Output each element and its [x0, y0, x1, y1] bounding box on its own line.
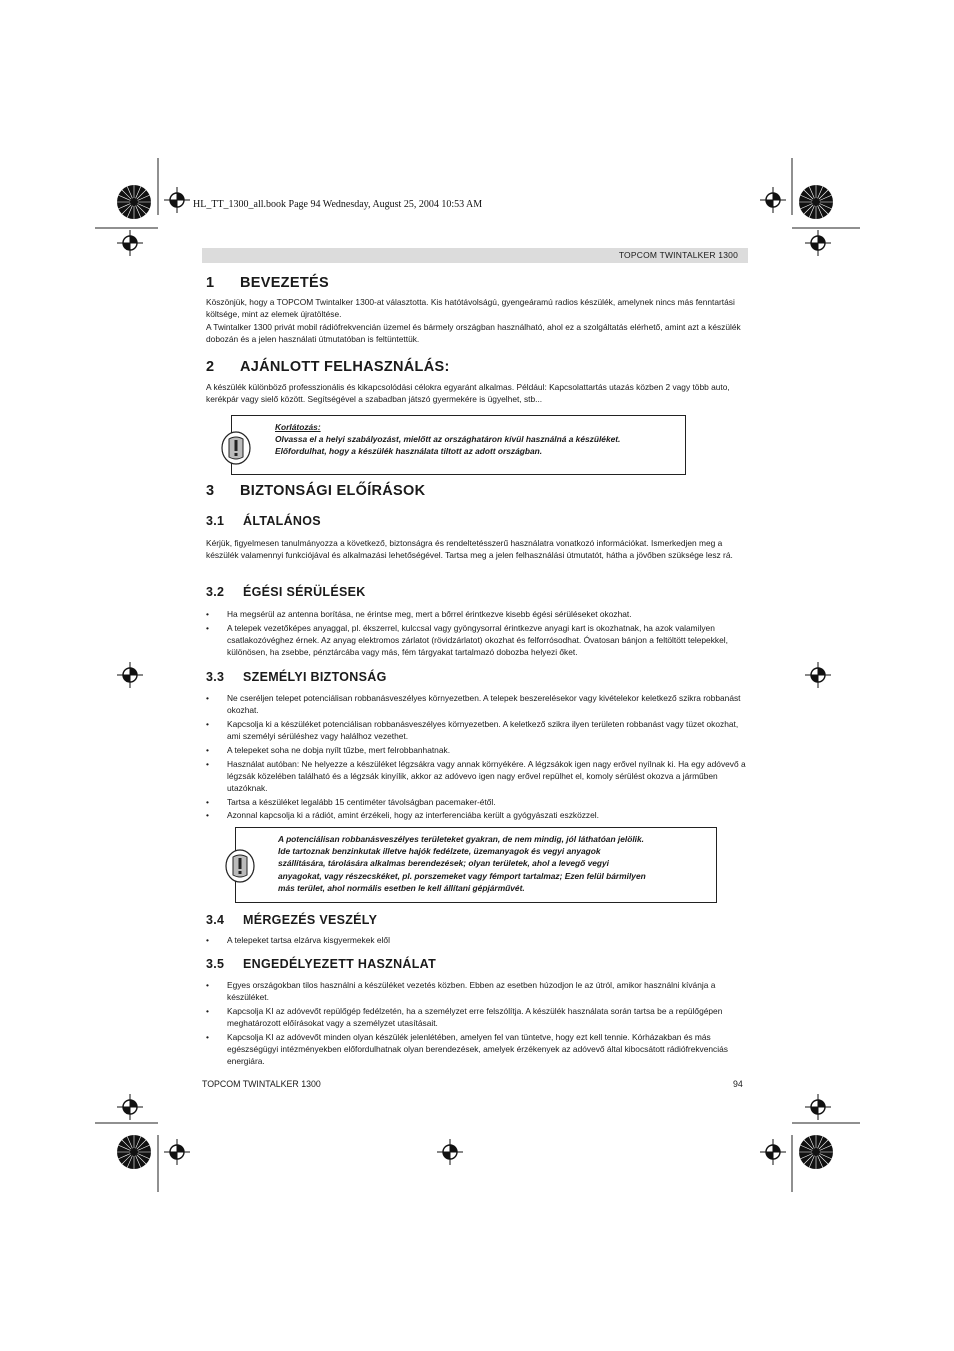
bullet-list — [206, 979, 750, 1069]
section-number: 3 — [206, 483, 215, 499]
note-line: Olvassa el a helyi szabályozást, mielőtt az országhatáron kívül használná a készüléket. — [275, 434, 621, 445]
restriction-note — [231, 415, 686, 475]
explosion-warning-note — [235, 827, 717, 903]
section-title: BIZTONSÁGI ELŐÍRÁSOK — [240, 483, 426, 499]
note-line: szállítására, tárolására alkalmas berendezések; olyan területek, ahol a levegő vegyi — [278, 858, 609, 869]
bullet-list — [206, 692, 750, 823]
footer-title: TOPCOM TWINTALKER 1300 — [202, 1079, 321, 1089]
list-item: • Használat autóban: Ne helyezze a készüléket légzsákra vagy annak környékére. A légzsákok igen nagy erővel nyílnak ki. Ha egy adóvevő a légzsák közelében található és a légzsák kinyílik, akkor az adóvevo igen nagy erővel repülhet el, komoly sérülést okozva a járműben utazóknak. — [206, 758, 750, 795]
list-item: • A telepeket tartsa elzárva kisgyermekek elől — [206, 934, 750, 946]
subsection-number: 3.4 — [206, 913, 225, 927]
subsection-number: 3.3 — [206, 670, 225, 684]
subsection-heading — [206, 514, 321, 528]
subsection-number: 3.2 — [206, 585, 225, 599]
list-item: • Azonnal kapcsolja ki a rádiót, amint érzékeli, hogy az interferenciába került a gyógyászati eszközzel. — [206, 809, 750, 821]
section-heading — [206, 483, 425, 499]
subsection-heading — [206, 913, 377, 927]
subsection-title: ÁLTALÁNOS — [243, 514, 321, 528]
subsection-number: 3.1 — [206, 514, 225, 528]
subsection-title: MÉRGEZÉS VESZÉLY — [243, 913, 378, 927]
subsection-heading — [206, 585, 366, 599]
paragraph: A Twintalker 1300 privát mobil rádiófrekvencián üzemel és bármely országban használható, ahol ez a szolgáltatás elérhető, amint azt a készülék dobozán és a jelen használati útmutatóban is feltüntettük. — [206, 322, 741, 345]
registration-mark-icon — [164, 187, 190, 213]
list-item: • Kapcsolja KI az adóvevőt minden olyan készülék jelenlétében, amelyen fel van tüntetve, hogy ezt kell tennie. Kórházakban és más egészségügyi intézményekben előfordulhatnak olyan berendezések, amelyek érzékenyek az adóvevő által kibocsátott rádiófrekvenciás energiára. — [206, 1031, 750, 1068]
registration-mark-icon — [805, 662, 831, 688]
hand-warning-icon — [220, 429, 252, 465]
registration-mark-icon — [117, 1094, 143, 1120]
registration-mark-icon — [805, 230, 831, 256]
note-line: Ide tartoznak benzinkutak illetve hajók fedélzete, üzemanyagok és vegyi anyagok — [278, 846, 601, 857]
paragraph: A készülék különböző professzionális és kikapcsolódási célokra egyaránt alkalmas. Például: Kapcsolattartás utazás közben 2 vagy több auto, kerékpár vagy sielő között. Segítségével a szabadban játszó gyermekére is ügyelhet, stb... — [206, 382, 730, 405]
bullet-list — [206, 608, 750, 660]
registration-mark-icon — [117, 230, 143, 256]
page-number: 94 — [733, 1079, 743, 1089]
registration-mark-icon — [164, 1139, 190, 1165]
paragraph: Köszönjük, hogy a TOPCOM Twintalker 1300-at választotta. Kis hatótávolságú, gyengeáramú radios készülék, amelynek nincs más fenntartási költsége, mint az elemek újratöltése. — [206, 297, 735, 320]
hand-warning-icon — [224, 847, 256, 883]
header-band — [202, 248, 748, 263]
color-starburst-icon — [798, 1134, 834, 1170]
subsection-heading — [206, 957, 436, 971]
note-title: Korlátozás: — [275, 422, 321, 432]
list-item: • Kapcsolja ki a készüléket potenciálisan robbanásveszélyes környezetben. A keletkező szikra ilyen területen robbanást vagy tüzet okozhat, ami személyi sérüléshez vagy halálhoz vezethet. — [206, 718, 750, 742]
list-item: • Ne cseréljen telepet potenciálisan robbanásveszélyes környezetben. A telepek beszerelésekor vagy kivételekor keletkező szikra robbanást okozhat. — [206, 692, 750, 716]
note-line: anyagokat, vagy részecskéket, pl. porszemeket vagy fémport tartalmaz; Ezen felül bármilyen — [278, 870, 646, 881]
subsection-title: ENGEDÉLYEZETT HASZNÁLAT — [243, 957, 437, 971]
note-line: más terület, ahol normális esetben le kell állítani gépjárművét. — [278, 882, 525, 893]
registration-mark-icon — [760, 1139, 786, 1165]
book-info: HL_TT_1300_all.book Page 94 Wednesday, August 25, 2004 10:53 AM — [193, 199, 483, 210]
color-starburst-icon — [798, 184, 834, 220]
list-item: • Kapcsolja KI az adóvevőt repülőgép fedélzetén, ha a személyzet erre felszólítja. A készülék használata során tartsa be a repülőgépen meghatározott előírásokat vagy a személyzet utasításait. — [206, 1005, 750, 1029]
color-starburst-icon — [116, 184, 152, 220]
color-starburst-icon — [116, 1134, 152, 1170]
section-number: 1 — [206, 275, 215, 291]
section-title: BEVEZETÉS — [240, 275, 329, 291]
list-item: • Tartsa a készüléket legalább 15 centiméter távolságban pacemaker-étől. — [206, 796, 750, 808]
note-line: Előfordulhat, hogy a készülék használata tiltott az adott országban. — [275, 446, 543, 457]
registration-mark-icon — [437, 1139, 463, 1165]
registration-mark-icon — [760, 187, 786, 213]
bullet-list — [206, 934, 750, 948]
list-item: • Egyes országokban tilos használni a készüléket vezetés közben. Ebben az esetben húzodjon le az útról, amikor használni kívánja a készüléket. — [206, 979, 750, 1003]
subsection-number: 3.5 — [206, 957, 225, 971]
registration-mark-icon — [117, 662, 143, 688]
paragraph: Kérjük, figyelmesen tanulmányozza a következő, biztonságra és rendeltetésszerű használatra vonatkozó információkat. Ismerkedjen meg a készülék valamennyi funkciójával és alkalmazási lehetőségével. Tartsa meg a jelen felhasználási útmutatót, hátha a jövőben szüksége lesz rá. — [206, 538, 733, 561]
section-title: AJÁNLOTT FELHASZNÁLÁS: — [240, 359, 450, 375]
section-heading — [206, 359, 450, 375]
note-text — [275, 421, 680, 458]
header-title: TOPCOM TWINTALKER 1300 — [618, 250, 738, 260]
subsection-heading — [206, 670, 387, 684]
note-line: A potenciálisan robbanásveszélyes területeket gyakran, de nem mindig, jól láthatóan jelölik. — [278, 834, 644, 844]
note-text — [278, 833, 708, 894]
registration-mark-icon — [805, 1094, 831, 1120]
subsection-title: ÉGÉSI SÉRÜLÉSEK — [243, 585, 366, 599]
subsection-title: SZEMÉLYI BIZTONSÁG — [243, 670, 387, 684]
list-item: • Ha megsérül az antenna borítása, ne érintse meg, mert a bőrrel érintkezve kisebb égési sérüléseket okozhat. — [206, 608, 750, 620]
section-heading — [206, 275, 329, 291]
list-item: • A telepek vezetőképes anyaggal, pl. ékszerrel, kulccsal vagy gyöngysorral érintkezve anyagi kart is okozhatnak, ha azok valamilyen csatlakozóvéghez érnek. Az anyag elektromos zárlatot (rövidzárlatot) okozhat és felforrósodhat. Óvatosan bánjon a feltöltött telepekkel, különösen, ha zsebbe, pénztárcába vagy más, fém tárgyakat tartalmazó dobozba helyezi őket. — [206, 622, 750, 659]
section-number: 2 — [206, 359, 215, 375]
list-item: • A telepeket soha ne dobja nyílt tűzbe, mert felrobbanhatnak. — [206, 744, 750, 756]
